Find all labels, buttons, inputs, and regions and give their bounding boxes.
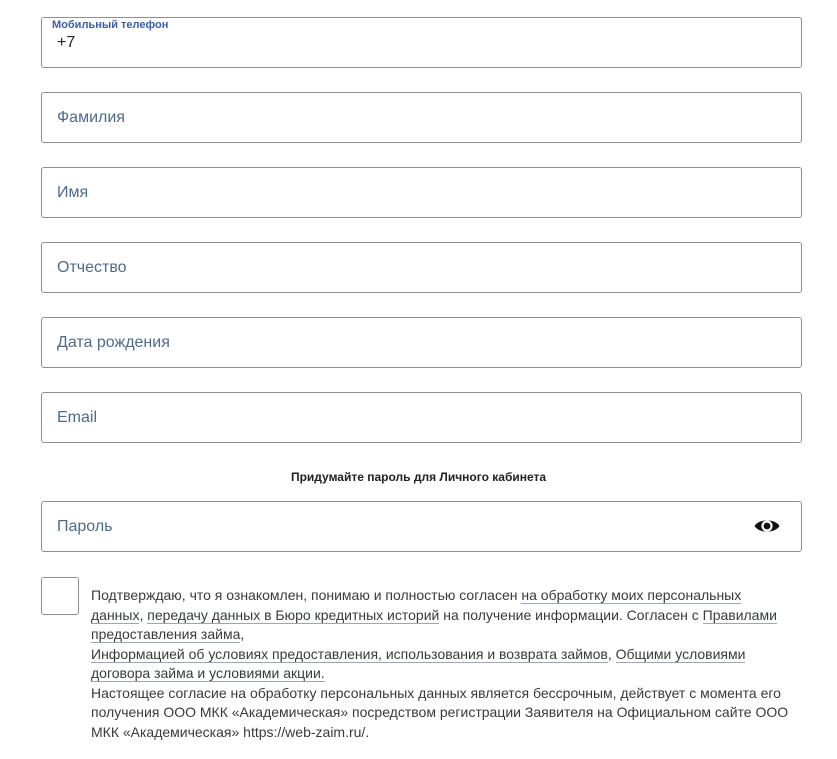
last-name-input[interactable] bbox=[42, 93, 801, 142]
password-heading: Придумайте пароль для Личного кабинета bbox=[290, 470, 547, 484]
last-name-field[interactable] bbox=[41, 92, 802, 143]
password-input[interactable] bbox=[42, 502, 801, 551]
personal-data-link[interactable]: на обработку моих персональных данных bbox=[91, 587, 742, 623]
patronymic-input[interactable] bbox=[42, 243, 801, 292]
eye-icon[interactable] bbox=[753, 513, 781, 539]
credit-bureau-link[interactable]: передачу данных в Бюро кредитных историй bbox=[147, 606, 440, 623]
birth-date-field[interactable] bbox=[41, 317, 802, 368]
phone-field[interactable] bbox=[41, 17, 802, 68]
email-field[interactable] bbox=[41, 392, 802, 443]
patronymic-field[interactable] bbox=[41, 242, 802, 293]
first-name-input[interactable] bbox=[42, 168, 801, 217]
first-name-field[interactable] bbox=[41, 167, 802, 218]
loan-rules-link[interactable]: Правилами предоставления займа bbox=[91, 606, 777, 642]
consent-text-part: , bbox=[139, 606, 148, 623]
loan-conditions-info-link[interactable]: Информацией об условиях предоставления, использования и возврата займов bbox=[91, 645, 608, 662]
consent-text-part: на получение информации. Согласен с bbox=[439, 606, 703, 623]
email-input[interactable] bbox=[42, 393, 801, 442]
consent-checkbox[interactable] bbox=[41, 577, 79, 615]
consent-text-part: , bbox=[240, 626, 245, 642]
consent-perpetual-text: Настоящее согласие на обработку персональных данных является бессрочным, действует с момента его получения ООО МКК «Академическая» посредством регистрации Заявителя на Официальном сайте ООО МКК «Академическая» https://web-zaim.ru/. bbox=[91, 684, 789, 740]
consent-text-part: Подтверждаю, что я ознакомлен, понимаю и полностью согласен bbox=[91, 587, 522, 603]
phone-value[interactable]: +7 bbox=[57, 34, 76, 51]
general-conditions-link[interactable]: Общими условиями договора займа и условиями акции. bbox=[91, 645, 746, 681]
consent-text-part: , bbox=[607, 645, 616, 662]
password-field[interactable] bbox=[41, 501, 802, 552]
birth-date-input[interactable] bbox=[42, 318, 801, 367]
phone-label: Мобильный телефон bbox=[52, 19, 169, 31]
consent-text bbox=[91, 586, 796, 742]
